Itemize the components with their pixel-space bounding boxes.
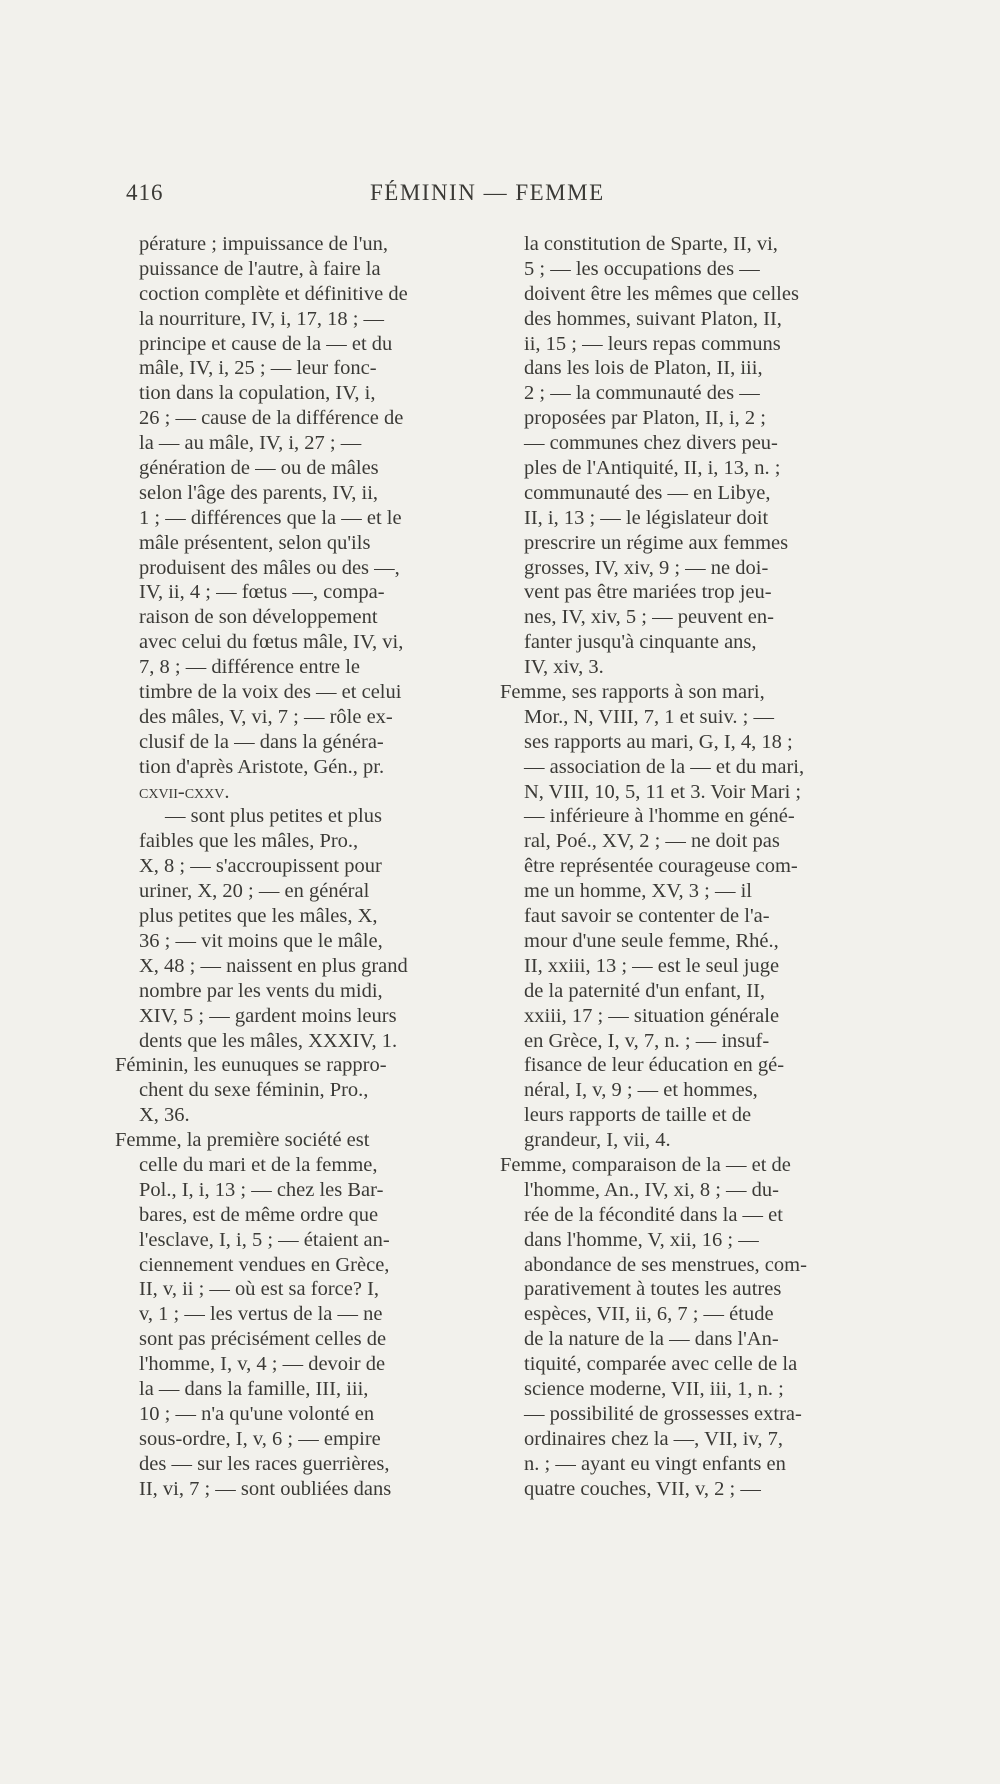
text-line: X, 8 ; — s'accroupissent pour — [139, 855, 382, 878]
text-line: la — au mâle, IV, i, 27 ; — — [139, 432, 362, 455]
text-line: grandeur, I, vii, 4. — [524, 1129, 671, 1152]
text-line: leurs rapports de taille et de — [524, 1104, 752, 1127]
text-line: ses rapports au mari, G, I, 4, 18 ; — [524, 730, 793, 753]
text-line: être représentée courageuse com- — [524, 855, 798, 878]
text-line: des mâles, V, vi, 7 ; — rôle ex- — [139, 705, 393, 728]
text-line: sous-ordre, I, v, 6 ; — empire — [139, 1427, 381, 1450]
text-line: 2 ; — la communauté des — — [524, 382, 760, 405]
text-line: science moderne, VII, iii, 1, n. ; — [524, 1377, 784, 1400]
text-line: 26 ; — cause de la différence de — [139, 407, 404, 430]
text-line: Féminin, les eunuques se rappro- — [115, 1054, 387, 1077]
text-line: X, 36. — [139, 1104, 190, 1127]
text-line: Mor., N, VIII, 7, 1 et suiv. ; — — [524, 705, 774, 728]
text-line: xxiii, 17 ; — situation générale — [524, 1004, 780, 1027]
text-line: néral, I, v, 9 ; — et hommes, — [524, 1079, 758, 1102]
running-title: FÉMININ — FEMME — [370, 180, 605, 205]
text-line: 5 ; — les occupations des — — [524, 257, 760, 280]
text-line: puissance de l'autre, à faire la — [139, 257, 381, 280]
text-line: dans l'homme, V, xii, 16 ; — — [524, 1228, 759, 1251]
text-line: — communes chez divers peu- — [524, 432, 778, 455]
text-line: coction complète et définitive de — [139, 282, 408, 305]
text-line: raison de son développement — [139, 606, 378, 629]
text-line: l'homme, I, v, 4 ; — devoir de — [139, 1353, 386, 1376]
text-line: n. ; — ayant eu vingt enfants en — [524, 1452, 786, 1475]
text-line: XIV, 5 ; — gardent moins leurs — [139, 1004, 397, 1027]
text-line: ciennement vendues en Grèce, — [139, 1253, 390, 1276]
text-line: la nourriture, IV, i, 17, 18 ; — — [139, 307, 385, 330]
text-line: fisance de leur éducation en gé- — [524, 1054, 785, 1077]
text-line: tion d'après Aristote, Gén., pr. — [139, 755, 385, 778]
text-line: dents que les mâles, XXXIV, 1. — [139, 1029, 398, 1052]
text-line: Femme, ses rapports à son mari, — [500, 681, 765, 704]
text-line: plus petites que les mâles, X, — [139, 905, 378, 928]
page-header — [0, 180, 1000, 214]
text-line: clusif de la — dans la généra- — [139, 730, 384, 753]
text-line: principe et cause de la — et du — [139, 332, 393, 355]
text-line: II, i, 13 ; — le législateur doit — [524, 506, 769, 529]
text-line: vent pas être mariées trop jeu- — [524, 581, 772, 604]
text-line: quatre couches, VII, v, 2 ; — — [524, 1477, 761, 1500]
text-line: grosses, IV, xiv, 9 ; — ne doi- — [524, 556, 769, 579]
left-column — [115, 232, 470, 1501]
text-line: IV, xiv, 3. — [524, 656, 604, 679]
text-line: IV, ii, 4 ; — fœtus —, compa- — [139, 581, 385, 604]
text-line: nes, IV, xiv, 5 ; — peuvent en- — [524, 606, 774, 629]
text-line: 1 ; — différences que la — et le — [139, 506, 402, 529]
text-line: abondance de ses menstrues, com- — [524, 1253, 807, 1276]
text-line: fanter jusqu'à cinquante ans, — [524, 631, 757, 654]
text-line: des — sur les races guerrières, — [139, 1452, 390, 1475]
text-line: doivent être les mêmes que celles — [524, 282, 799, 305]
text-line: parativement à toutes les autres — [524, 1278, 782, 1301]
text-line: des hommes, suivant Platon, II, — [524, 307, 782, 330]
text-line: v, 1 ; — les vertus de la — ne — [139, 1303, 383, 1326]
text-line: espèces, VII, ii, 6, 7 ; — étude — [524, 1303, 774, 1326]
text-line: avec celui du fœtus mâle, IV, vi, — [139, 631, 404, 654]
text-line: de la nature de la — dans l'An- — [524, 1328, 779, 1351]
text-line: celle du mari et de la femme, — [139, 1153, 378, 1176]
text-line: produisent des mâles ou des —, — [139, 556, 400, 579]
text-line: communauté des — en Libye, — [524, 481, 771, 504]
text-line: N, VIII, 10, 5, 11 et 3. Voir Mari ; — [524, 780, 802, 803]
text-line: ral, Poé., XV, 2 ; — ne doit pas — [524, 830, 780, 853]
text-line: de la paternité d'un enfant, II, — [524, 979, 766, 1002]
text-line: 7, 8 ; — différence entre le — [139, 656, 361, 679]
text-line: Pol., I, i, 13 ; — chez les Bar- — [139, 1178, 384, 1201]
text-line: selon l'âge des parents, IV, ii, — [139, 481, 379, 504]
text-line: II, xxiii, 13 ; — est le seul juge — [524, 954, 780, 977]
text-line: nombre par les vents du midi, — [139, 979, 383, 1002]
text-line: 10 ; — n'a qu'une volonté en — [139, 1402, 375, 1425]
text-line: la constitution de Sparte, II, vi, — [524, 233, 778, 255]
text-line: X, 48 ; — naissent en plus grand — [139, 954, 408, 977]
text-line: II, v, ii ; — où est sa force? I, — [139, 1278, 380, 1301]
text-line: ordinaires chez la —, VII, iv, 7, — [524, 1427, 784, 1450]
text-line: l'homme, An., IV, xi, 8 ; — du- — [524, 1178, 780, 1201]
text-line: faut savoir se contenter de l'a- — [524, 905, 770, 928]
text-line: — association de la — et du mari, — [524, 755, 805, 778]
text-line: l'esclave, I, i, 5 ; — étaient an- — [139, 1228, 390, 1251]
text-line: ii, 15 ; — leurs repas communs — [524, 332, 781, 355]
text-line: génération de — ou de mâles — [139, 457, 379, 480]
text-line: bares, est de même ordre que — [139, 1203, 379, 1226]
text-line: — inférieure à l'homme en géné- — [524, 805, 795, 828]
text-line: — sont plus petites et plus — [165, 805, 382, 828]
text-line: me un homme, XV, 3 ; — il — [524, 880, 752, 903]
text-line: mour d'une seule femme, Rhé., — [524, 929, 779, 952]
text-line: II, vi, 7 ; — sont oubliées dans — [139, 1477, 392, 1500]
text-line: la — dans la famille, III, iii, — [139, 1377, 369, 1400]
text-line: mâle, IV, i, 25 ; — leur fonc- — [139, 357, 377, 380]
text-line: proposées par Platon, II, i, 2 ; — [524, 407, 766, 430]
text-line: Femme, comparaison de la — et de — [500, 1153, 791, 1176]
right-column — [500, 232, 855, 1501]
text-line: — possibilité de grossesses extra- — [524, 1402, 802, 1425]
text-line: sont pas précisément celles de — [139, 1328, 387, 1351]
text-line: pérature ; impuissance de l'un, — [139, 233, 389, 255]
text-line: uriner, X, 20 ; — en général — [139, 880, 370, 903]
text-line: rée de la fécondité dans la — et — [524, 1203, 783, 1226]
text-line: en Grèce, I, v, 7, n. ; — insuf- — [524, 1029, 770, 1052]
text-line: 36 ; — vit moins que le mâle, — [139, 929, 383, 952]
text-line: chent du sexe féminin, Pro., — [139, 1079, 369, 1102]
text-line: timbre de la voix des — et celui — [139, 681, 402, 704]
text-line: tion dans la copulation, IV, i, — [139, 382, 376, 405]
text-line: Femme, la première société est — [115, 1129, 370, 1152]
text-line: faibles que les mâles, Pro., — [139, 830, 359, 853]
page-number: 416 — [126, 180, 164, 205]
text-line: tiquité, comparée avec celle de la — [524, 1353, 798, 1376]
text-line: dans les lois de Platon, II, iii, — [524, 357, 763, 380]
text-line: prescrire un régime aux femmes — [524, 531, 789, 554]
text-line: mâle présentent, selon qu'ils — [139, 531, 371, 554]
text-line: cxvii-cxxv. — [139, 780, 230, 803]
text-line: ples de l'Antiquité, II, i, 13, n. ; — [524, 457, 781, 480]
